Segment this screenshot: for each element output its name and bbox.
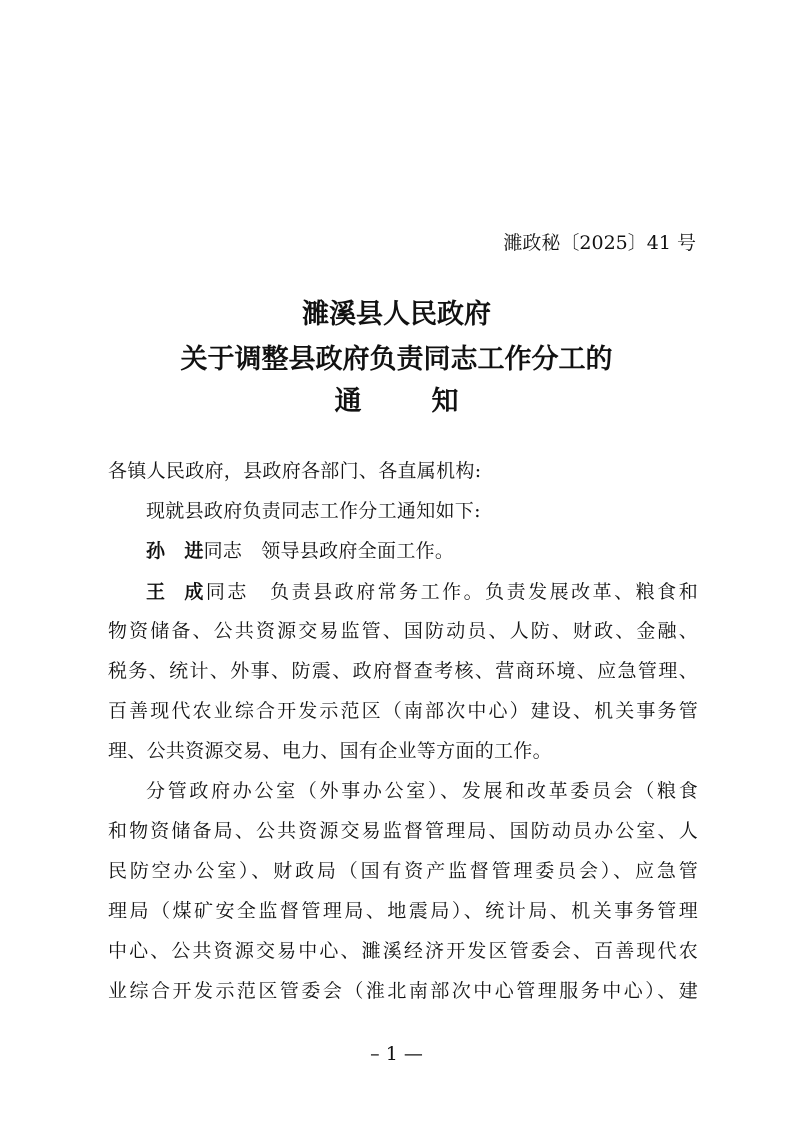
person-2-duty-line-1: 负责县政府常务工作。负责发展改革、粮食和 — [267, 581, 698, 603]
salutation: 各镇人民政府，县政府各部门、各直属机构: — [108, 460, 482, 482]
document-number: 濉政秘〔2025〕41 号 — [503, 232, 696, 254]
title-line-2: 关于调整县政府负责同志工作分工的 — [180, 344, 613, 375]
intro-paragraph: 现就县政府负责同志工作分工通知如下: — [146, 500, 481, 522]
title-line-3-part-2: 知 — [431, 386, 459, 417]
person-2-manages-line: 分管政府办公室（外事办公室）、发展和改革委员会（粮食 — [146, 780, 698, 802]
title-line-3 — [0, 379, 793, 418]
person-1-name: 孙 进 — [146, 540, 204, 562]
person-1-paragraph — [146, 536, 698, 563]
person-2-first-line — [146, 577, 698, 604]
person-2-duty-line: 物资储备、公共资源交易监管、国防动员、人防、财政、金融、 — [108, 620, 698, 642]
person-2-duty-line: 税务、统计、外事、防震、政府督查考核、营商环境、应急管理、 — [108, 660, 698, 682]
person-1-duty: 领导县政府全面工作。 — [261, 540, 455, 562]
title-line-3-part-1: 通 — [334, 386, 362, 417]
person-2-manages-line: 中心、公共资源交易中心、濉溪经济开发区管委会、百善现代农 — [108, 940, 698, 962]
person-2-manages-line: 和物资储备局、公共资源交易监督管理局、国防动员办公室、人 — [108, 820, 698, 842]
person-2-suffix: 同志 — [203, 581, 249, 603]
person-2-duty-line: 理、公共资源交易、电力、国有企业等方面的工作。 — [108, 740, 552, 762]
person-2-manages-line: 业综合开发示范区管委会（淮北南部次中心管理服务中心）、建 — [108, 980, 698, 1002]
person-2-manages-line: 理局（煤矿安全监督管理局、地震局）、统计局、机关事务管理 — [108, 900, 698, 922]
person-2-name: 王 成 — [146, 581, 204, 603]
title-line-1: 濉溪县人民政府 — [302, 299, 491, 330]
person-1-suffix: 同志 — [203, 540, 243, 562]
page-number: – 1 — — [370, 1043, 423, 1065]
person-2-manages-line: 民防空办公室）、财政局（国有资产监督管理委员会）、应急管 — [108, 860, 698, 882]
person-2-duty-line: 百善现代农业综合开发示范区（南部次中心）建设、机关事务管 — [108, 700, 698, 722]
